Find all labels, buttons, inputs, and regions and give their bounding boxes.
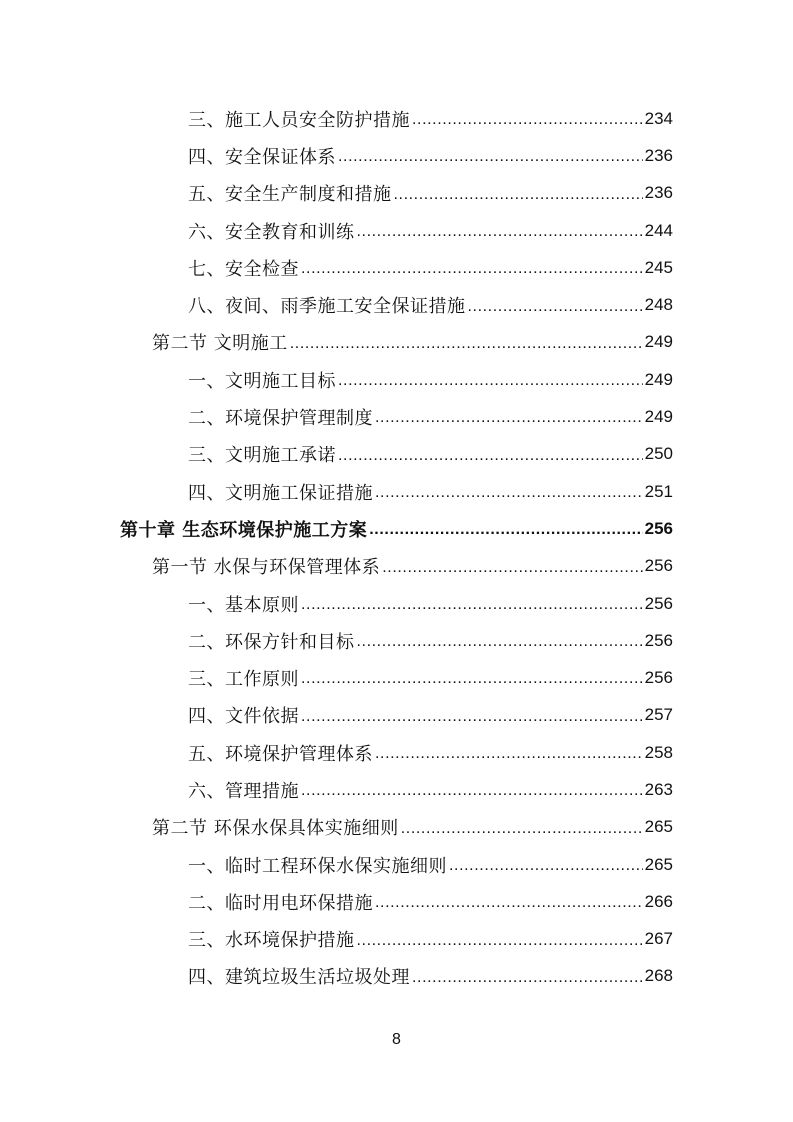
toc-entry-page: 236 [644, 183, 673, 203]
toc-leader-dots [290, 332, 643, 353]
toc-entry-page: 251 [644, 481, 673, 501]
toc-entry-title: 一、临时工程环保水保实施细则 [188, 855, 447, 877]
toc-entry-title: 一、基本原则 [188, 594, 299, 616]
page-number: 8 [392, 1031, 401, 1048]
toc-entry-title: 六、安全教育和训练 [188, 221, 355, 243]
toc-entry-title: 四、安全保证体系 [188, 146, 336, 168]
toc-leader-dots [357, 929, 643, 950]
toc-entry[interactable] [0, 436, 793, 473]
toc-entry-page: 244 [644, 220, 673, 240]
toc-leader-dots [375, 407, 643, 428]
toc-entry[interactable] [0, 361, 793, 398]
toc-entry[interactable] [0, 473, 793, 510]
toc-entry[interactable] [0, 921, 793, 958]
toc-leader-dots [301, 257, 643, 278]
toc-section-entry[interactable] [0, 809, 793, 846]
toc-entry-page: 256 [644, 518, 673, 538]
toc-leader-dots [301, 593, 643, 614]
toc-entry-page: 234 [644, 108, 673, 128]
toc-leader-dots [375, 481, 643, 502]
toc-leader-dots [382, 556, 642, 577]
toc-leader-dots [468, 295, 643, 316]
toc-leader-dots [369, 519, 642, 540]
toc-entry[interactable] [0, 249, 793, 286]
table-of-contents [0, 100, 793, 995]
toc-entry-title: 第二节 文明施工 [152, 333, 288, 355]
toc-entry[interactable] [0, 100, 793, 137]
toc-entry-title: 五、安全生产制度和措施 [188, 184, 392, 206]
toc-leader-dots [301, 780, 643, 801]
toc-leader-dots [301, 668, 643, 689]
toc-leader-dots [449, 854, 643, 875]
toc-entry-page: 256 [644, 556, 673, 576]
toc-entry-title: 第二节 环保水保具体实施细则 [152, 818, 399, 840]
toc-leader-dots [357, 630, 643, 651]
toc-leader-dots [338, 444, 643, 465]
toc-entry-page: 263 [644, 779, 673, 799]
toc-entry-title: 七、安全检查 [188, 258, 299, 280]
toc-leader-dots [375, 742, 643, 763]
toc-leader-dots [338, 369, 643, 390]
toc-leader-dots [357, 220, 643, 241]
toc-entry-page: 249 [644, 407, 673, 427]
toc-entry-page: 267 [644, 929, 673, 949]
toc-entry-page: 249 [644, 332, 673, 352]
toc-entry-title: 二、临时用电环保措施 [188, 892, 373, 914]
toc-entry-title: 二、环境保护管理制度 [188, 408, 373, 430]
toc-leader-dots [338, 146, 643, 167]
toc-section-entry[interactable] [0, 324, 793, 361]
toc-entry-title: 三、水环境保护措施 [188, 930, 355, 952]
toc-entry-title: 二、环保方针和目标 [188, 631, 355, 653]
toc-entry-page: 256 [644, 668, 673, 688]
toc-entry-title: 一、文明施工目标 [188, 370, 336, 392]
toc-leader-dots [412, 108, 643, 129]
toc-chapter-entry[interactable] [0, 510, 793, 547]
toc-entry-title: 六、管理措施 [188, 780, 299, 802]
toc-entry-page: 265 [644, 854, 673, 874]
toc-entry-page: 265 [644, 817, 673, 837]
toc-entry[interactable] [0, 883, 793, 920]
toc-entry-page: 245 [644, 257, 673, 277]
toc-leader-dots [401, 817, 643, 838]
toc-entry-title: 三、施工人员安全防护措施 [188, 109, 410, 131]
toc-entry[interactable] [0, 585, 793, 622]
toc-entry-title: 第十章 生态环境保护施工方案 [120, 519, 368, 541]
toc-entry-page: 250 [644, 444, 673, 464]
toc-entry-page: 248 [644, 295, 673, 315]
toc-entry-page: 257 [644, 705, 673, 725]
toc-entry[interactable] [0, 175, 793, 212]
toc-entry[interactable] [0, 212, 793, 249]
toc-leader-dots [301, 705, 643, 726]
toc-entry-title: 四、文件依据 [188, 706, 299, 728]
toc-entry[interactable] [0, 286, 793, 323]
toc-entry[interactable] [0, 137, 793, 174]
toc-entry-title: 四、建筑垃圾生活垃圾处理 [188, 967, 410, 989]
toc-entry[interactable] [0, 659, 793, 696]
toc-section-entry[interactable] [0, 548, 793, 585]
toc-entry-page: 258 [644, 742, 673, 762]
toc-entry[interactable] [0, 622, 793, 659]
toc-entry-title: 八、夜间、雨季施工安全保证措施 [188, 296, 466, 318]
toc-entry-page: 266 [644, 891, 673, 911]
toc-entry-title: 五、环境保护管理体系 [188, 743, 373, 765]
toc-entry-page: 236 [644, 145, 673, 165]
toc-entry-title: 三、工作原则 [188, 669, 299, 691]
toc-entry-title: 三、文明施工承诺 [188, 445, 336, 467]
toc-entry-page: 256 [644, 593, 673, 613]
toc-leader-dots [394, 183, 643, 204]
toc-entry-page: 249 [644, 369, 673, 389]
toc-entry[interactable] [0, 958, 793, 995]
toc-entry[interactable] [0, 771, 793, 808]
toc-entry-page: 256 [644, 630, 673, 650]
toc-leader-dots [412, 966, 643, 987]
toc-entry[interactable] [0, 697, 793, 734]
toc-entry-title: 第一节 水保与环保管理体系 [152, 557, 381, 579]
toc-entry[interactable] [0, 734, 793, 771]
toc-entry-title: 四、文明施工保证措施 [188, 482, 373, 504]
toc-entry[interactable] [0, 846, 793, 883]
toc-entry-page: 268 [644, 966, 673, 986]
toc-leader-dots [375, 891, 643, 912]
toc-entry[interactable] [0, 398, 793, 435]
